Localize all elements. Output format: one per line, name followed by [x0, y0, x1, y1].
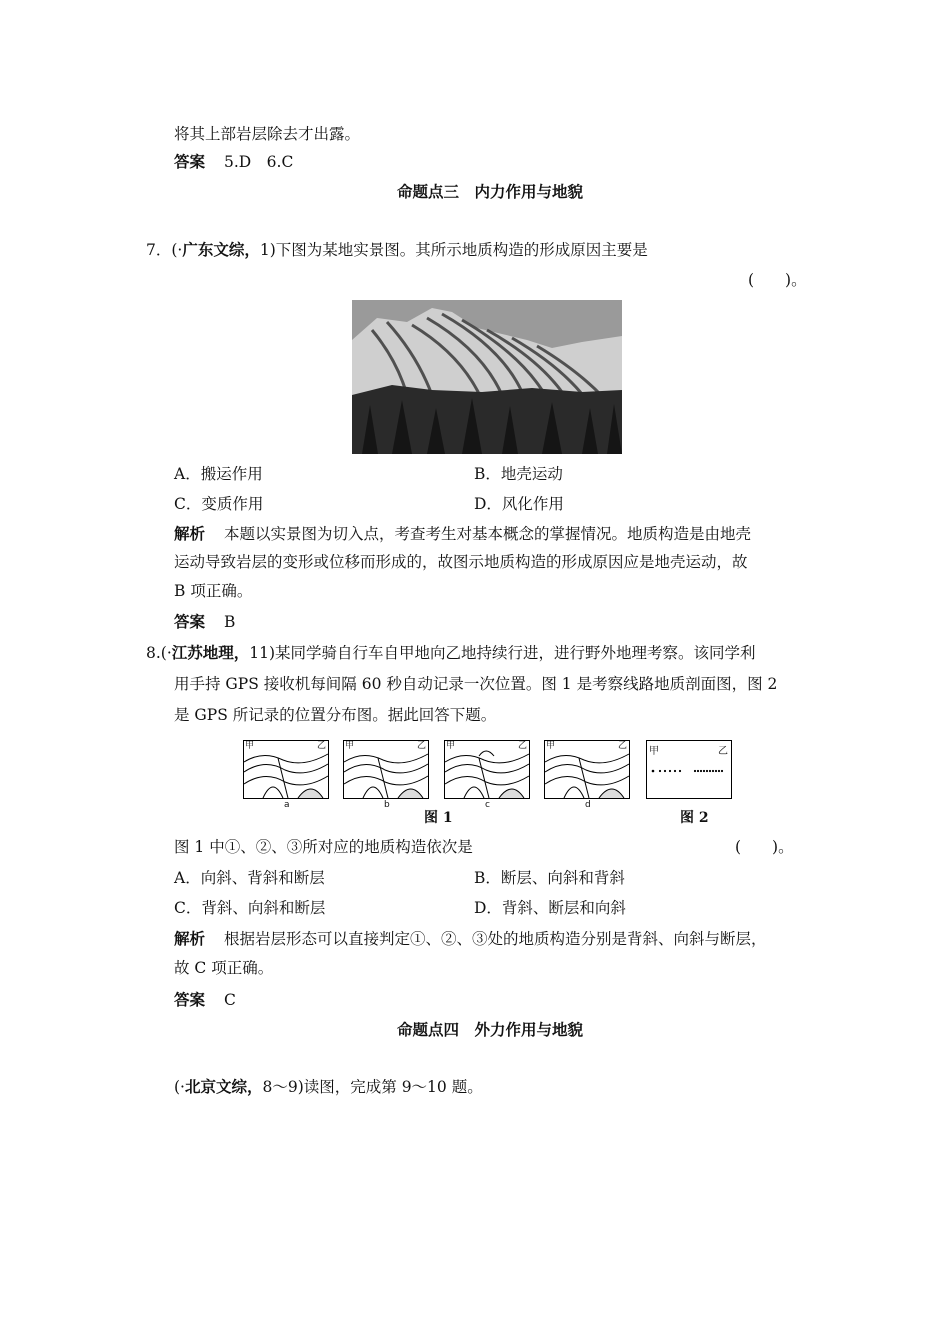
fig1-a-start-label: 甲 — [245, 741, 255, 751]
q7-text: 1)下图为某地实景图。其所示地质构造的形成原因主要是 — [259, 241, 648, 259]
q8-analysis-line-2: 故 C 项正确。 — [174, 959, 274, 977]
q8-stem-line-1 — [146, 643, 756, 663]
fig1-d-start-label: 甲 — [546, 741, 556, 751]
q7-option-d: D．风化作用 — [474, 495, 564, 513]
q8-bracket: ( )。 — [735, 838, 794, 856]
mountain-landscape-image — [352, 300, 622, 454]
continued-text: 将其上部岩层除去才出露。 — [174, 125, 361, 143]
q7-option-a: A．搬运作用 — [174, 465, 263, 483]
q7-bracket: ( )。 — [748, 271, 807, 289]
fig1-b-label: b — [384, 800, 390, 810]
fig1-caption: 图 1 — [424, 810, 453, 826]
q7-stem — [146, 240, 648, 260]
q8-analysis-label: 解析 — [174, 929, 206, 948]
q7-analysis-line-3: B 项正确。 — [174, 582, 253, 600]
q8-option-c: C．背斜、向斜和断层 — [174, 899, 326, 917]
answer-label: 答案 — [174, 152, 206, 171]
q7-analysis-line-1 — [174, 524, 751, 544]
fig1-panel-d — [544, 740, 630, 810]
fig1-b-start-label: 甲 — [345, 741, 355, 751]
fig2-start-label: 甲 — [649, 746, 659, 757]
q8-answer-label: 答案 — [174, 990, 206, 1009]
q7-answer-value: B — [223, 613, 236, 631]
q8-stem-line-3: 是 GPS 所记录的位置分布图。据此回答下题。 — [174, 706, 497, 724]
fig2-caption: 图 2 — [680, 810, 709, 826]
q7-answer-line — [174, 612, 235, 632]
q9-prefix: (· — [174, 1078, 185, 1096]
fig2-gps-panel — [646, 740, 732, 804]
q7-analysis-label: 解析 — [174, 524, 206, 543]
q9-text: 8～9)读图，完成第 9～10 题。 — [262, 1078, 483, 1096]
q8-option-d: D．背斜、断层和向斜 — [474, 899, 626, 917]
q8-analysis-text-1: 根据岩层形态可以直接判定①、②、③处的地质构造分别是背斜、向斜与断层， — [223, 930, 767, 948]
q9-stem — [174, 1077, 483, 1097]
q8-answer-line — [174, 990, 236, 1010]
q7-answer-label: 答案 — [174, 612, 206, 631]
q7-option-c: C．变质作用 — [174, 495, 264, 513]
q8-answer-value: C — [223, 991, 236, 1009]
q8-option-a: A．向斜、背斜和断层 — [174, 869, 325, 887]
fig1-b-end-label: 乙 — [417, 741, 427, 751]
q8-option-b: B．断层、向斜和背斜 — [474, 869, 625, 887]
q8-analysis-line-1 — [174, 929, 766, 949]
q8-number: 8.(· — [146, 644, 172, 662]
q9-source: 北京文综， — [184, 1077, 263, 1096]
answer-line-5-6 — [174, 152, 293, 172]
fig1-d-label: d — [585, 800, 591, 810]
q7-source: 广东文综， — [182, 240, 260, 259]
q7-analysis-line-2: 运动导致岩层的变形或位移而形成的，故图示地质构造的形成原因应是地壳运动，故 — [174, 553, 748, 571]
fig1-panel-a — [243, 740, 329, 810]
q7-option-b: B．地壳运动 — [474, 465, 563, 483]
q8-text-1: 11)某同学骑自行车自甲地向乙地持续行进，进行野外地理考察。该同学利 — [249, 644, 756, 662]
q8-sub-question: 图 1 中①、②、③所对应的地质构造依次是 — [174, 838, 473, 856]
q8-stem-line-2: 用手持 GPS 接收机每间隔 60 秒自动记录一次位置。图 1 是考察线路地质剖面图，图 2 — [174, 675, 778, 693]
fig1-c-end-label: 乙 — [518, 741, 528, 751]
answer-value: 5.D 6.C — [223, 153, 294, 171]
mountain-photo — [352, 300, 622, 454]
fig1-a-end-label: 乙 — [317, 741, 327, 751]
fig1-panel-c — [444, 740, 530, 810]
fig1-d-end-label: 乙 — [618, 741, 628, 751]
fig1-panel-b — [343, 740, 429, 810]
fig2-end-label: 乙 — [718, 746, 728, 757]
q8-source: 江苏地理， — [171, 643, 250, 662]
q7-number: 7．(· — [146, 241, 183, 259]
fig1-c-label: c — [485, 800, 490, 810]
fig1-c-start-label: 甲 — [446, 741, 456, 751]
q7-analysis-text-1: 本题以实景图为切入点，考查考生对基本概念的掌握情况。地质构造是由地壳 — [223, 525, 751, 543]
section-4-title: 命题点四 外力作用与地貌 — [396, 1020, 583, 1039]
fig1-a-label: a — [284, 800, 290, 810]
section-3-title: 命题点三 内力作用与地貌 — [396, 182, 583, 201]
